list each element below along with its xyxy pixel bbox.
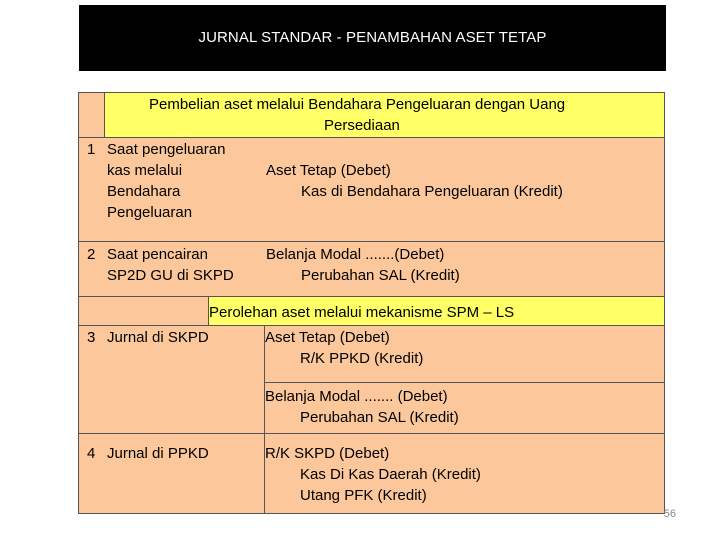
table-row-3-journal-a [264,325,665,383]
table-row-1 [78,137,665,242]
journal-credit-line: R/K PPKD (Kredit) [300,350,424,367]
row-description-line: Pengeluaran [107,204,193,221]
row-number: 2 [87,246,96,263]
journal-debit-line: Belanja Modal ....... (Debet) [265,388,448,405]
section1-heading-cell [104,92,665,138]
row-number: 3 [87,329,96,346]
row-number: 1 [87,141,96,158]
row-description-line: Saat pengeluaran [107,141,226,158]
row-description-line: SP2D GU di SKPD [107,267,234,284]
row-number: 4 [87,445,96,462]
journal-table [78,92,664,513]
journal-credit-line: Kas Di Kas Daerah (Kredit) [300,466,481,483]
row-description-line: kas melalui [107,162,183,179]
row-description-line: Saat pencairan [107,246,208,263]
row-description: Jurnal di PPKD [107,445,209,462]
section1-heading-line2: Persediaan [324,117,400,134]
journal-credit-line: Perubahan SAL (Kredit) [300,409,459,426]
table-row-4-journal [264,433,665,514]
row-description-line: Bendahara [107,183,181,200]
table-row-3-label [78,325,265,434]
section1-heading-line1: Pembelian aset melalui Bendahara Pengeluaran dengan Uang [149,96,566,113]
journal-credit-line: Perubahan SAL (Kredit) [301,267,460,284]
title-bar [79,5,666,71]
table-row-3-journal-b [264,382,665,434]
journal-credit-line: Utang PFK (Kredit) [300,487,427,504]
journal-credit-line: Kas di Bendahara Pengeluaran (Kredit) [301,183,563,200]
page-number: 56 [663,508,676,520]
section2-heading-cell [208,296,665,326]
journal-debit-line: Belanja Modal .......(Debet) [266,246,445,263]
journal-debit-line: Aset Tetap (Debet) [265,329,390,346]
table-row-4-label [78,433,265,514]
section2-heading: Perolehan aset melalui mekanisme SPM – LS [209,304,515,321]
heading2-left-cell [78,296,209,326]
row-description: Jurnal di SKPD [107,329,209,346]
journal-debit-line: R/K SKPD (Debet) [265,445,390,462]
page-title: JURNAL STANDAR - PENAMBAHAN ASET TETAP [198,29,547,46]
table-row-2 [78,241,665,297]
journal-debit-line: Aset Tetap (Debet) [266,162,391,179]
heading1-number-cell [78,92,105,138]
